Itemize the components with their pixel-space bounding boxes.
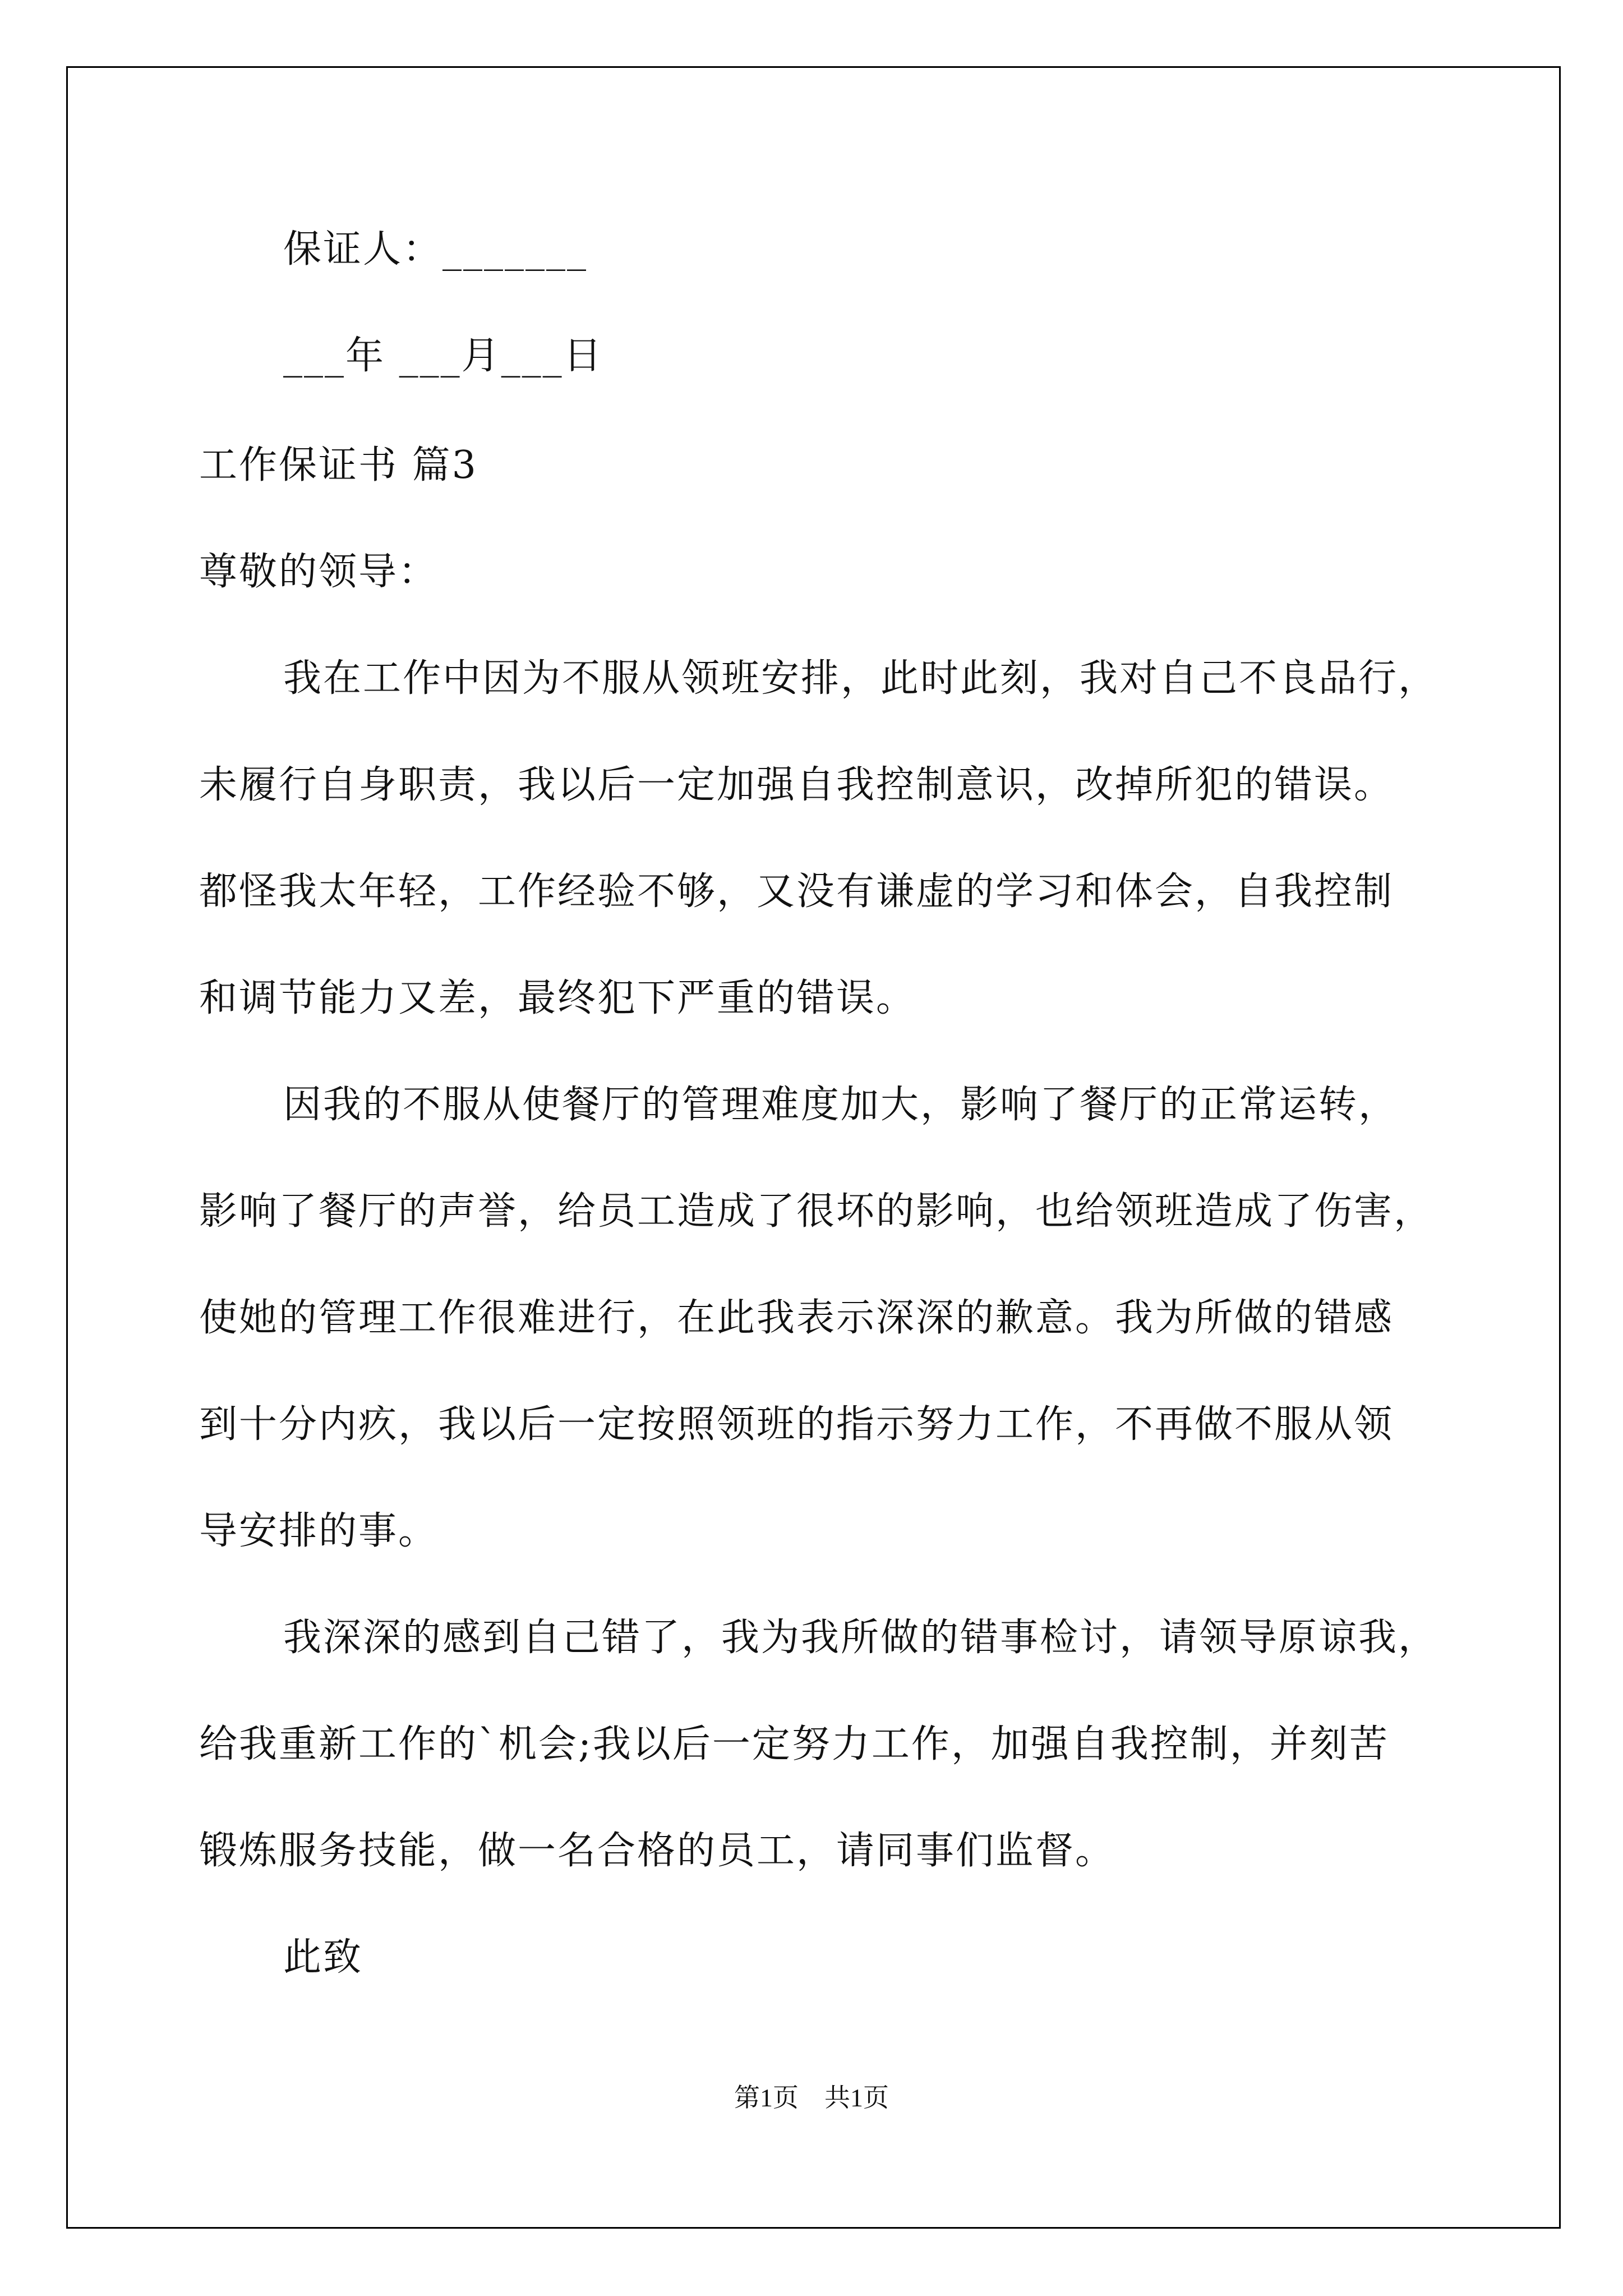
paragraph-2-line-3: 使她的管理工作很难进行，在此我表示深深的歉意。我为所做的错感: [199, 1296, 1394, 1340]
section-title: 工作保证书 篇3: [199, 443, 478, 487]
paragraph-1-line-4: 和调节能力又差，最终犯下严重的错误。: [199, 976, 916, 1020]
guarantor-line: 保证人：_______: [283, 227, 588, 272]
page-border: [66, 66, 1561, 2229]
page-footer: 第1页 共1页: [734, 2083, 889, 2112]
paragraph-3-line-3: 锻炼服务技能，做一名合格的员工，请同事们监督。: [199, 1829, 1115, 1873]
paragraph-3-line-1: 我深深的感到自己错了，我为我所做的错事检讨，请领导原谅我，: [283, 1616, 1438, 1660]
date-line: ___年 ___月___日: [283, 334, 603, 378]
paragraph-1-line-1: 我在工作中因为不服从领班安排，此时此刻，我对自己不良品行，: [283, 656, 1438, 701]
paragraph-2-line-5: 导安排的事。: [199, 1509, 439, 1553]
paragraph-3-line-2: 给我重新工作的`机会;我以后一定努力工作，加强自我控制，并刻苦: [199, 1722, 1389, 1766]
paragraph-1-line-2: 未履行自身职责，我以后一定加强自我控制意识，改掉所犯的错误。: [199, 763, 1394, 807]
closing: 此致: [283, 1935, 363, 1980]
paragraph-1-line-3: 都怪我太年轻，工作经验不够，又没有谦虚的学习和体会，自我控制: [199, 869, 1394, 914]
paragraph-2-line-1: 因我的不服从使餐厅的管理难度加大，影响了餐厅的正常运转，: [283, 1083, 1399, 1127]
paragraph-2-line-4: 到十分内疚，我以后一定按照领班的指示努力工作，不再做不服从领: [199, 1402, 1394, 1447]
salutation: 尊敬的领导：: [199, 550, 439, 594]
paragraph-2-line-2: 影响了餐厅的声誉，给员工造成了很坏的影响，也给领班造成了伤害，: [199, 1189, 1434, 1234]
